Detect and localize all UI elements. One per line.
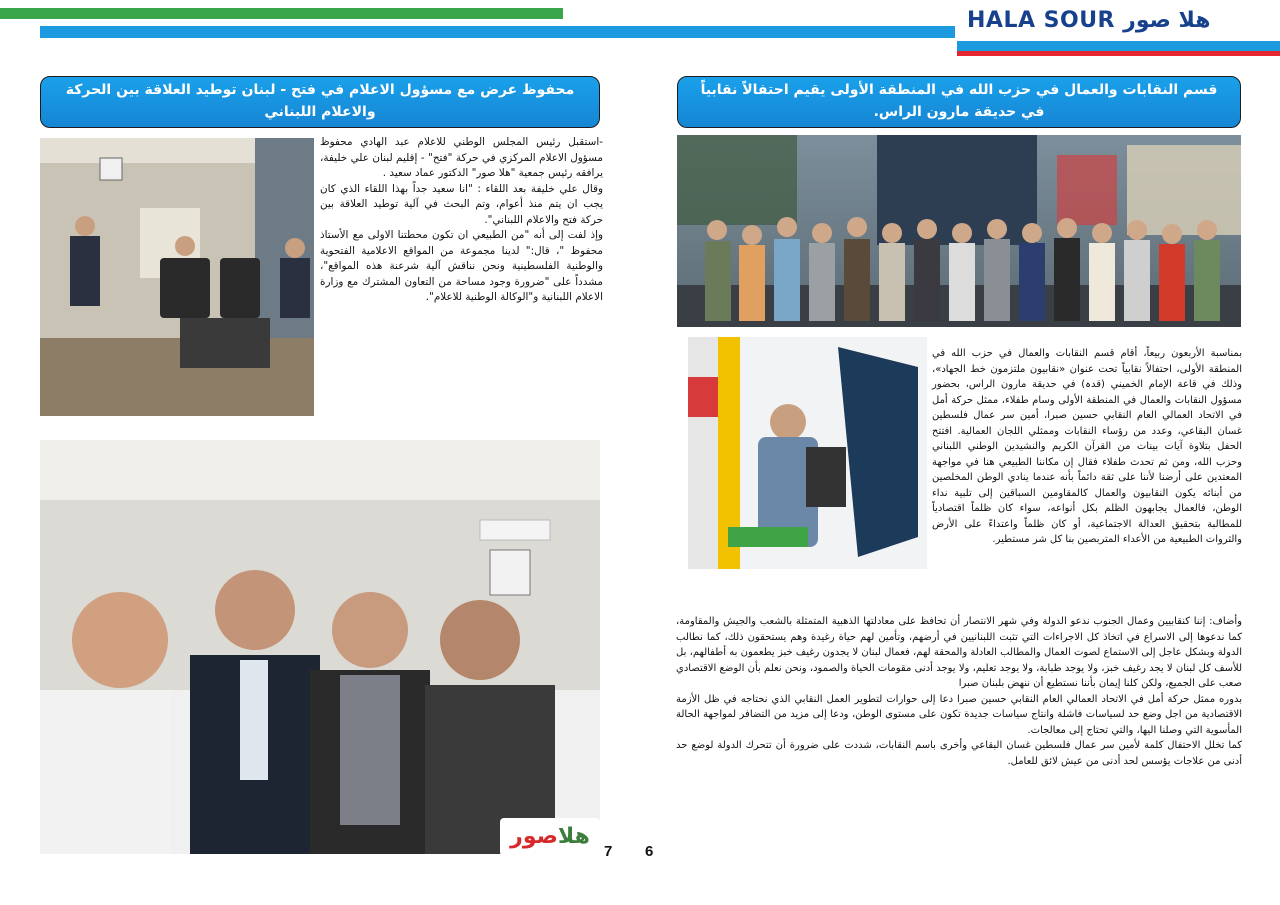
speaker-photo-image: [688, 337, 927, 569]
office-meeting-photo: [40, 138, 314, 416]
right-article-paragraph: بمناسبة الأربعون ربيعاً، أقام قسم النقابات والعمال في حزب الله في المنطقة الأولى، احتفالاً نقابياً تحت عنوان «نقابيون ملتزمون خط الجهاد»، وذلك في قاعة الإمام الخميني (قدہ) في حديقة مارون الراس، بحضور مسؤول النقابات والعمال في المنطقة الأولى وسام طفلاء، ممثل حركة أمل في الاتحاد العمالي العام النقابي حسين صبرا، أمين سر عمال فلسطين غسان البقاعي، وعدد من رؤساء النقابات وممثلي اللجان العمالية. افتتح الحفل بتلاوة آيات بينات من القرآن الكريم والنشيدين الوطني اللبناني وحزب الله، ومن ثم تحدث طفلاء فقال إن مكاننا الطبيعي هنا في مواجهة المعتدين على أرضنا لأننا على ثقة دائماً بأنه عندما ينادي الوطن المخلصين من أبنائه يكون النقابيون والعمال كالمقاومين السباقين إلى تلبية نداء الوطن، فالعمال يجابهون الظلم بكل أنواعه، سواء كان ظلماً اقتصادياً للمطالبة بتحقيق العدالة الاجتماعية، أو كان ظلماً واعتداءً على الأرض والثروات الطبيعية من الأعداء المتربصين بنا كل شر مستطير.: [932, 348, 1242, 545]
group-photo: [677, 135, 1241, 327]
page-number-left: 7: [604, 843, 613, 860]
speaker-photo: [688, 337, 927, 569]
right-article-paragraph: وأضاف: إننا كنقابيين وعمال الجنوب ندعو الدولة وفي شهر الانتصار أن تحافظ على معادلتها الذهبية المتمثلة بالشعب والجيش والمقاومة، كما ندعوها إلى الاسراع في اتخاذ كل الاجراءات التي تثبت اللبنانيين في أرضهم، وتأمين لهم حياة رغيدة وهم يستحقون ذلك، كما نطالب الدولة وبشكل عاجل إلى الاستماع لصوت العمال والمطالب العادلة والمحقة لهم، فعمال لبنان لا يجدون رغيف خبز يطعمون به أطفالهم، بل للأسف كل لبنان لا يجد رغيف خبز، ولا يوجد طبابة، ولا يوجد تعليم، ولا يوجد أدنى مقومات الحياة والصمود، ونحن نعلم بأن الوضع الاقتصادي صعب على الجميع، ولكن كلنا إيمان بأننا نستطيع أن ننهض بلبنان صبرا: [676, 616, 1242, 689]
left-article-paragraph: -استقبل رئيس المجلس الوطني للاعلام عبد الهادي محفوظ مسؤول الاعلام المركزي في حركة "فتح" - إقليم لبنان علي خليفة، يرافقه رئيس جمعية "هلا صور" الدكتور عماد سعيد .: [320, 136, 603, 179]
selfie-photo-image: [40, 440, 600, 854]
top-blue-bar: [40, 26, 955, 38]
right-article-paragraph: بدوره ممثل حركة أمل في الاتحاد العمالي العام النقابي حسين صبرا دعا إلى حوارات لتطوير العمل النقابي الذي نحتاجه في ظل الأزمة الاقتصادية من اجل وضع حد لسياسات فاشلة وانتاج سياسات جديدة تكون على مستوى الوطن، ودعا إلى مزيد من التضافر لمواجهة الحالة المأسوية التي وصلنا اليها، والتي تحتاج إلى معالجات.: [676, 693, 1242, 736]
right-article-body-bottom: [676, 614, 1242, 769]
left-article-paragraph: وإذ لفت إلى أنه "من الطبيعي ان تكون محطتنا الاولى مع الأستاذ محفوظ "، قال:" لدينا مجموعة من المواقع الاعلامية الفتحوية والوطنية الفلسطينية ونحن نناقش آلية شرعنة هذه المواقع"، مشدداً على "ضرورة وجود مساحة من التعاون المشترك مع وزارة الاعلام اللبنانية و"الوكالة الوطنية للاعلام".: [320, 229, 603, 303]
right-article-body-top: [932, 346, 1242, 548]
top-green-bar: [0, 8, 563, 19]
left-article-body: [320, 135, 603, 306]
selfie-photo: [40, 440, 600, 854]
masthead-title: HALA SOUR هلا صور: [967, 8, 1211, 33]
logo-text-red: صور: [510, 824, 558, 849]
right-article-paragraph: كما تخلل الاحتفال كلمة لأمين سر عمال فلسطين غسان البقاعي وأخرى باسم النقابات، شددت على ضرورة أن تتحرك الدولة لوضع حد أدنى من علاجات يؤسس لحد أدنى من عيش لائق للعامل.: [676, 740, 1242, 767]
office-meeting-photo-image: [40, 138, 314, 416]
logo-text-green: هلا: [557, 824, 590, 849]
page-number-right: 6: [645, 843, 654, 860]
masthead-blue-strip: [957, 41, 1280, 51]
group-photo-image: [677, 135, 1241, 327]
right-article-headline: قسم النقابات والعمال في حزب الله في المنطقة الأولى يقيم احتفالاً نقابياً في حديقة مارون الراس.: [677, 76, 1241, 128]
masthead: [957, 2, 1280, 56]
left-article-paragraph: وقال علي خليفة بعد اللقاء : "انا سعيد جداً بهذا اللقاء الذي كان يجب ان يتم منذ أعوام، وتم البحث في آلية توطيد العلاقة بين حركة فتح والاعلام اللبناني".: [320, 182, 603, 226]
left-article-headline: محفوظ عرض مع مسؤول الاعلام في فتح - لبنان توطيد العلاقة بين الحركة والاعلام اللبناني: [40, 76, 600, 128]
hala-sour-logo: [500, 818, 600, 856]
